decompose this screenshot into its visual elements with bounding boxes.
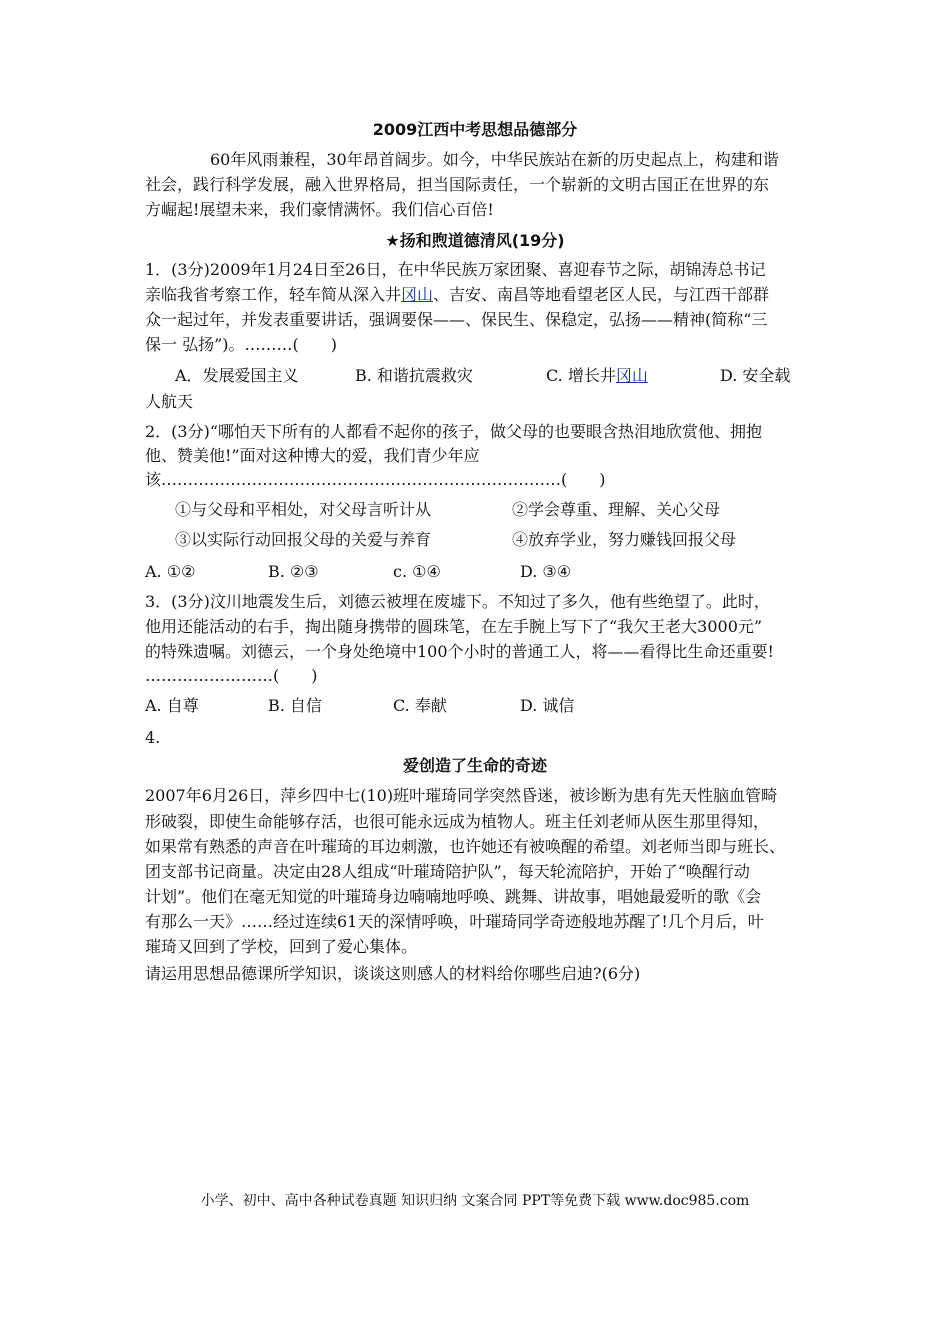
q4-number: 4. bbox=[145, 728, 161, 747]
q1-option-a: A．发展爱国主义 bbox=[175, 366, 299, 385]
q2-option-d: D. ③④ bbox=[520, 562, 572, 581]
q3-line-3: 的特殊遗嘱。刘德云，一个身处绝境中100个小时的普通工人，将——看得比生命还重要! bbox=[145, 642, 774, 661]
q2-line-2: 他、赞美他!”面对这种博大的爱，我们青少年应 bbox=[145, 446, 480, 465]
q3-line-4: ……………………( ) bbox=[145, 666, 318, 685]
q1-option-d-continued: 人航天 bbox=[145, 392, 194, 411]
q2-item-1: ①与父母和平相处，对父母言听计从 bbox=[175, 500, 432, 519]
q1-line-2-part-a: 亲临我省考察工作，轻车简从深入井 bbox=[145, 285, 402, 304]
q3-option-d: D. 诚信 bbox=[520, 696, 575, 715]
q4-title: 爱创造了生命的奇迹 bbox=[402, 756, 547, 775]
q2-line-1: 2．(3分)“哪怕天下所有的人都看不起你的孩子，做父母的也要眼含热泪地欣赏他、拥抱 bbox=[145, 422, 763, 441]
q3-line-2: 他用还能活动的右手，掏出随身携带的圆珠笔，在左手腕上写下了“我欠王老大3000元” bbox=[145, 617, 763, 636]
q2-line-3: 该…………………………………………………………………( ) bbox=[145, 470, 606, 489]
q2-option-c: c. ①④ bbox=[393, 562, 441, 581]
intro-line-3: 方崛起!展望未来，我们豪情满怀。我们信心百倍! bbox=[145, 200, 494, 219]
q2-option-b: B. ②③ bbox=[268, 562, 319, 581]
q3-option-c: C. 奉献 bbox=[393, 696, 447, 715]
q1-option-c-link[interactable]: 冈山 bbox=[615, 366, 648, 385]
q2-item-4: ④放弃学业，努力赚钱回报父母 bbox=[512, 530, 737, 549]
q1-line-2 bbox=[145, 285, 805, 305]
q1-option-c bbox=[546, 366, 648, 386]
q1-line-1: 1．(3分)2009年1月24日至26日，在中华民族万家团聚、喜迎春节之际，胡锦涛总书记 bbox=[145, 260, 766, 279]
q4-material-line-1: 2007年6月26日，萍乡四中七(10)班叶璀琦同学突然昏迷，被诊断为患有先天性脑血管畸 bbox=[145, 786, 778, 805]
q1-link-gangshan[interactable]: 冈山 bbox=[401, 285, 434, 304]
q4-material-line-2: 形破裂，即使生命能够存活，也很可能永远成为植物人。班主任刘老师从医生那里得知， bbox=[145, 812, 770, 831]
q4-material-line-6: 有那么一天》……经过连续61天的深情呼唤，叶璀琦同学奇迹般地苏醒了!几个月后，叶 bbox=[145, 912, 764, 931]
q4-material-line-5: 计划”。他们在毫无知觉的叶璀琦身边喃喃地呼唤、跳舞、讲故事，唱她最爱听的歌《会 bbox=[145, 887, 762, 906]
q1-line-2-part-b: 、吉安、南昌等地看望老区人民，与江西干部群 bbox=[433, 285, 770, 304]
q4-question: 请运用思想品德课所学知识，谈谈这则感人的材料给你哪些启迪?(6分) bbox=[145, 964, 641, 983]
intro-line-1: 60年风雨兼程，30年昂首阔步。如今，中华民族站在新的历史起点上，构建和谐 bbox=[210, 150, 779, 169]
q2-item-3: ③以实际行动回报父母的关爱与养育 bbox=[175, 530, 432, 549]
q4-material-line-4: 团支部书记商量。决定由28人组成“叶璀琦陪护队”，每天轮流陪护，开始了“唤醒行动 bbox=[145, 862, 750, 881]
q1-option-d: D. 安全载 bbox=[720, 366, 791, 385]
q2-option-a: A. ①② bbox=[145, 562, 196, 581]
q1-option-c-text: C. 增长井 bbox=[546, 366, 616, 385]
q3-option-a: A. 自尊 bbox=[145, 696, 199, 715]
q2-item-2: ②学会尊重、理解、关心父母 bbox=[512, 500, 721, 519]
section-title: ★扬和煦道德清风(19分) bbox=[385, 231, 565, 250]
q3-option-b: B. 自信 bbox=[268, 696, 322, 715]
q1-line-3: 众一起过年，并发表重要讲话，强调要保——、保民生、保稳定，弘扬——精神(简称“三 bbox=[145, 310, 768, 329]
q3-line-1: 3．(3分)汶川地震发生后，刘德云被埋在废墟下。不知过了多久，他有些绝望了。此时， bbox=[145, 592, 770, 611]
q4-material-line-7: 璀琦又回到了学校，回到了爱心集体。 bbox=[145, 937, 418, 956]
document-title: 2009江西中考思想品德部分 bbox=[372, 120, 578, 139]
q4-material-line-3: 如果常有熟悉的声音在叶璀琦的耳边刺激，也许她还有被唤醒的希望。刘老师当即与班长、 bbox=[145, 837, 786, 856]
q1-option-b: B. 和谐抗震救灾 bbox=[355, 366, 473, 385]
intro-line-2: 社会，践行科学发展，融入世界格局，担当国际责任，一个崭新的文明古国正在世界的东 bbox=[145, 175, 770, 194]
q1-line-4: 保一 弘扬”)。………( ) bbox=[145, 335, 337, 354]
page-footer: 小学、初中、高中各种试卷真题 知识归纳 文案合同 PPT等免费下载 www.doc985.com bbox=[200, 1193, 750, 1209]
